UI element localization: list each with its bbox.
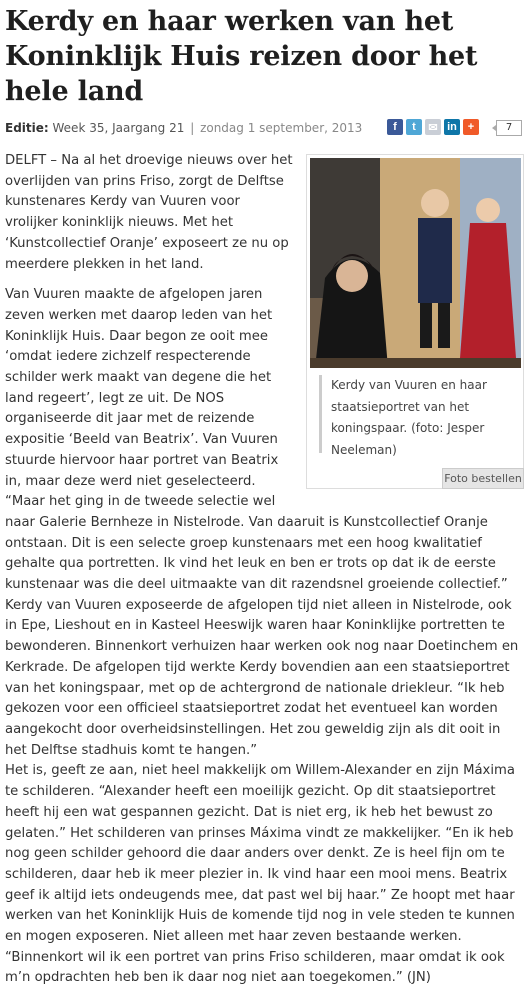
article-photo[interactable] — [310, 158, 521, 368]
twitter-icon[interactable]: t — [406, 119, 422, 135]
linkedin-icon[interactable]: in — [444, 119, 460, 135]
caption-rule — [319, 375, 322, 453]
order-photo-button[interactable]: Foto bestellen — [442, 468, 524, 489]
paragraph-intro: DELFT – Na al het droevige nieuws over het overlijden van prins Friso, zorgt de Delftse kunstenares Kerdy van Vuuren voor vrolijker koninklijk nieuws. Met het ‘Kunstcollectief Oranje’ exposeert ze nu op meerdere plekken in het land. — [5, 153, 293, 272]
mail-icon[interactable]: ✉ — [425, 119, 441, 135]
article-date: zondag 1 september, 2013 — [200, 121, 363, 135]
article-title: Kerdy en haar werken van het Koninklijk Huis reizen door het hele land — [5, 6, 478, 107]
portrait-illustration — [310, 158, 521, 368]
share-bar — [387, 119, 479, 136]
facebook-icon[interactable]: f — [387, 119, 403, 135]
paragraph-2: Van Vuuren maakte de afgelopen jaren zeven werken met daarop leden van het Koninklijk Huis. Daar begon ze ooit mee ‘omdat iedere zichzelf respecterende schilder werk maakt van degene die het land regeert’, legt ze uit. De NOS organiseerde dit jaar met de reizende expositie ‘Beeld van Beatrix’. Van Vuuren stuurde hiervoor haar portret van Beatrix in, maar deze werd niet geselecteerd. “Maar het ging in de tweede selectie wel naar Galerie Bernheze in Nistelrode. Van daaruit is Kunstcollectief Oranje ontstaan. Dit is een selecte groep kunstenaars met een hoog kwalitatief gehalte qua portretten. Ik vind het leuk en ben er trots op dat ik de eerste kunstenaar was die deel uitmaakte van dit razendsnel groeiende collectief.” — [5, 287, 508, 593]
paragraph-3: Kerdy van Vuuren exposeerde de afgelopen tijd niet alleen in Nistelrode, ook in Epe, Lieshout en in Kasteel Heeswijk waren haar Koninklijke portretten te bewonderen. Binnenkort verhuizen haar werken ook nog naar Doetinchem en Kerkrade. De afgelopen tijd werkte Kerdy bovendien aan een staatsieportret van het koningspaar, met op de achtergrond de nationale driekleur. “Ik heb gekozen voor een officieel staatsieportret zodat het eventueel kan worden aangekocht door overheidsinstellingen. Het zou geweldig zijn als dit ooit in het Delftse stadhuis komt te hangen.” — [5, 597, 519, 758]
article-meta — [5, 121, 362, 135]
edition-value: Week 35, Jaargang 21 — [52, 121, 185, 135]
share-count: 7 — [496, 120, 522, 136]
paragraph-4: Het is, geeft ze aan, niet heel makkelijk om Willem-Alexander en zijn Máxima te schilderen. “Alexander heeft een moeilijk gezicht. Op dit staatsieportret heeft hij een wat gespannen gezicht. Dat is niet erg, ik heb het bewust zo gelaten.” Het schilderen van prinses Máxima vindt ze makkelijker. “En ik heb nog geen schilder gehoord die daar anders over denkt. Ze is heel fijn om te schilderen, daar heb ik meer plezier in. Ik vind haar een mooi mens. Beatrix geef ik altijd iets ondeugends mee, dat past wel bij haar.” Ze hoopt met haar werken van het Koninklijk Huis de komende tijd nog in vele steden te kunnen en mogen exposeren. Niet alleen met haar zeven bestaande werken. “Binnenkort wil ik een portret van prins Friso schilderen, maar omdat ik ook m’n opdrachten heb ben ik daar nog niet aan toegekomen.” (JN) — [5, 763, 515, 986]
article-figure — [306, 154, 524, 489]
photo-caption: Kerdy van Vuuren en haar staatsieportret van het koningspaar. (foto: Jesper Neeleman) — [331, 378, 487, 457]
edition-label: Editie: — [5, 121, 49, 135]
plus-icon[interactable]: + — [463, 119, 479, 135]
meta-separator: | — [190, 121, 195, 135]
article-body — [5, 151, 524, 989]
